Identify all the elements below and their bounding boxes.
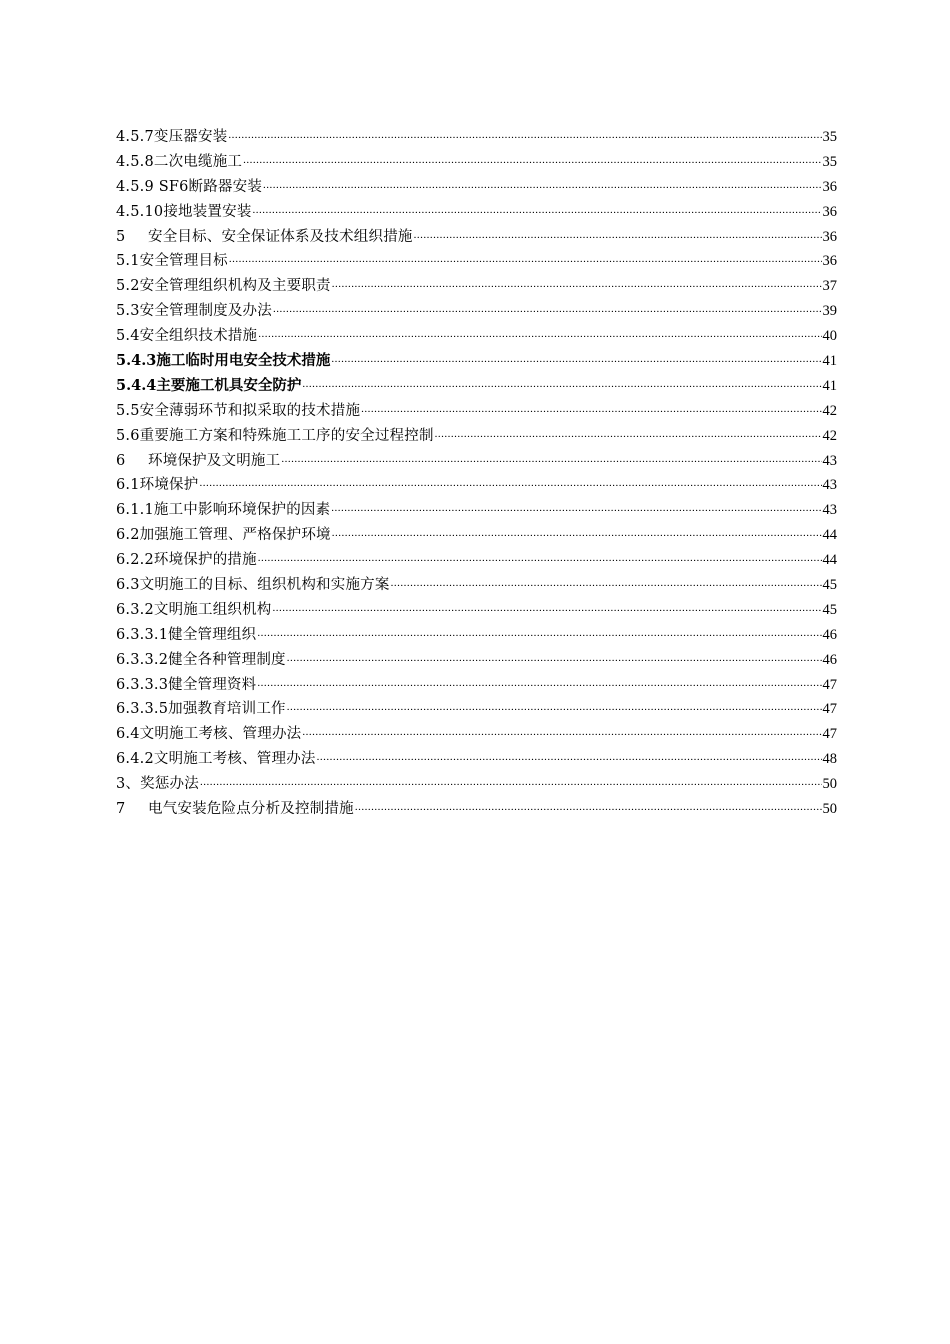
- toc-entry[interactable]: [116, 225, 837, 250]
- toc-entry[interactable]: [116, 424, 837, 449]
- toc-page-number: 40: [822, 328, 837, 345]
- toc-dot-leader: [257, 623, 821, 648]
- toc-entry[interactable]: [116, 249, 837, 274]
- toc-dot-leader: [302, 722, 821, 747]
- toc-entry-title-wrap: [116, 200, 252, 225]
- toc-entry[interactable]: [116, 175, 837, 200]
- toc-entry-title-wrap: [116, 772, 199, 797]
- toc-entry[interactable]: [116, 573, 837, 598]
- toc-entry-title: 6.3文明施工的目标、组织机构和实施方案: [116, 577, 390, 594]
- toc-entry[interactable]: [116, 200, 837, 225]
- toc-entry-title: 3、奖惩办法: [116, 776, 199, 793]
- toc-page-number: 37: [822, 278, 837, 295]
- toc-entry-title: 安全目标、安全保证体系及技术组织措施: [148, 228, 413, 245]
- toc-entry-title-wrap: [116, 374, 301, 399]
- toc-dot-leader: [257, 673, 821, 698]
- toc-entry[interactable]: [116, 722, 837, 747]
- toc-entry-title-wrap: [116, 548, 257, 573]
- toc-entry-title-wrap: [116, 747, 316, 772]
- toc-page-number: 36: [822, 228, 837, 245]
- toc-page-number: 47: [822, 726, 837, 743]
- toc-dot-leader: [317, 747, 822, 772]
- toc-entry-title-wrap: [116, 648, 286, 673]
- toc-page-number: 47: [822, 701, 837, 718]
- toc-entry-title: 5.1安全管理目标: [116, 253, 228, 270]
- toc-page-number: 44: [822, 527, 837, 544]
- toc-entry[interactable]: [116, 274, 837, 299]
- toc-entry-title-wrap: [116, 673, 256, 698]
- toc-dot-leader: [332, 523, 822, 548]
- toc-entry-title: 5.5安全薄弱环节和拟采取的技术措施: [116, 402, 361, 419]
- toc-page-number: 48: [822, 751, 837, 768]
- toc-entry[interactable]: [116, 324, 837, 349]
- toc-entry[interactable]: [116, 299, 837, 324]
- toc-entry-title-wrap: [116, 274, 331, 299]
- toc-page-number: 46: [822, 626, 837, 643]
- toc-entry-title: 5.3安全管理制度及办法: [116, 303, 272, 320]
- toc-dot-leader: [200, 772, 822, 797]
- toc-dot-leader: [199, 473, 821, 498]
- toc-entry[interactable]: [116, 150, 837, 175]
- toc-entry[interactable]: [116, 598, 837, 623]
- toc-entry[interactable]: [116, 797, 837, 822]
- toc-entry-title-wrap: [116, 697, 286, 722]
- toc-entry[interactable]: [116, 523, 837, 548]
- toc-dot-leader: [228, 125, 821, 150]
- toc-entry[interactable]: [116, 697, 837, 722]
- toc-page-number: 35: [822, 128, 837, 145]
- toc-entry-title-wrap: [116, 424, 434, 449]
- toc-entry[interactable]: [116, 374, 837, 399]
- toc-entry-title: 5.4安全组织技术措施: [116, 328, 258, 345]
- toc-entry-title: 5.4.4主要施工机具安全防护: [116, 376, 302, 394]
- toc-entry-title-wrap: [116, 797, 354, 822]
- toc-page-number: 36: [822, 178, 837, 195]
- toc-entry-title-wrap: [116, 125, 227, 150]
- toc-dot-leader: [331, 349, 821, 374]
- toc-page-number: 50: [822, 801, 837, 818]
- toc-dot-leader: [414, 225, 822, 250]
- toc-dot-leader: [287, 648, 822, 673]
- toc-page-number: 43: [822, 477, 837, 494]
- toc-entry[interactable]: [116, 548, 837, 573]
- toc-entry-title: 6.4文明施工考核、管理办法: [116, 726, 302, 743]
- toc-entry-title-wrap: [116, 175, 262, 200]
- toc-page-number: 45: [822, 577, 837, 594]
- toc-entry-title: 环境保护及文明施工: [148, 452, 281, 469]
- toc-dot-leader: [258, 324, 821, 349]
- toc-entry[interactable]: [116, 747, 837, 772]
- toc-entry-title: 6.3.3.5加强教育培训工作: [116, 701, 286, 718]
- table-of-contents: [116, 125, 837, 822]
- toc-entry-title: 4.5.10接地装置安装: [116, 203, 252, 220]
- toc-entry-title-wrap: [116, 324, 257, 349]
- toc-entry-title: 6.3.3.1健全管理组织: [116, 626, 257, 643]
- toc-entry-title: 5.2安全管理组织机构及主要职责: [116, 278, 331, 295]
- toc-entry-title-wrap: [116, 299, 272, 324]
- toc-entry[interactable]: [116, 349, 837, 374]
- toc-page-number: 44: [822, 552, 837, 569]
- toc-dot-leader: [273, 598, 822, 623]
- toc-entry[interactable]: [116, 473, 837, 498]
- toc-dot-leader: [331, 498, 821, 523]
- toc-dot-leader: [273, 299, 822, 324]
- toc-entry-title: 4.5.7变压器安装: [116, 128, 228, 145]
- toc-entry-title-wrap: [116, 498, 330, 523]
- toc-page-number: 42: [822, 402, 837, 419]
- toc-page-number: 43: [822, 502, 837, 519]
- toc-entry[interactable]: [116, 449, 837, 474]
- toc-page-number: 39: [822, 303, 837, 320]
- toc-entry[interactable]: [116, 125, 837, 150]
- toc-dot-leader: [435, 424, 822, 449]
- toc-entry[interactable]: [116, 673, 837, 698]
- toc-page-number: 46: [822, 651, 837, 668]
- toc-entry[interactable]: [116, 498, 837, 523]
- toc-dot-leader: [263, 175, 821, 200]
- toc-entry-title: 6.1环境保护: [116, 477, 199, 494]
- toc-chapter-number: 7: [116, 801, 126, 818]
- toc-entry-title: 5.6重要施工方案和特殊施工工序的安全过程控制: [116, 427, 434, 444]
- toc-page-number: 42: [822, 427, 837, 444]
- toc-page-number: 47: [822, 676, 837, 693]
- toc-page-number: 41: [822, 353, 837, 369]
- toc-entry-title: 6.3.3.2健全各种管理制度: [116, 651, 286, 668]
- toc-entry-title: 6.1.1施工中影响环境保护的因素: [116, 502, 331, 519]
- toc-dot-leader: [332, 274, 822, 299]
- toc-page-number: 50: [822, 776, 837, 793]
- toc-dot-leader: [258, 548, 822, 573]
- toc-dot-leader: [302, 374, 821, 399]
- toc-dot-leader: [229, 249, 822, 274]
- toc-dot-leader: [361, 399, 821, 424]
- toc-entry-title-wrap: [116, 598, 272, 623]
- toc-entry[interactable]: [116, 772, 837, 797]
- toc-page-number: 36: [822, 253, 837, 270]
- toc-page-number: 45: [822, 601, 837, 618]
- toc-entry-title: 4.5.8二次电缆施工: [116, 153, 243, 170]
- toc-entry[interactable]: [116, 399, 837, 424]
- toc-entry-title: 6.2.2环境保护的措施: [116, 552, 257, 569]
- toc-entry-title-wrap: [116, 473, 198, 498]
- toc-entry-title-wrap: [116, 399, 360, 424]
- toc-entry-title-wrap: [116, 249, 228, 274]
- toc-entry-title: 电气安装危险点分析及控制措施: [148, 801, 354, 818]
- toc-entry-title-wrap: [116, 573, 390, 598]
- toc-dot-leader: [287, 697, 822, 722]
- toc-entry-title: 4.5.9 SF6断路器安装: [116, 178, 263, 195]
- toc-entry-title-wrap: [116, 225, 413, 250]
- toc-page-number: 43: [822, 452, 837, 469]
- toc-dot-leader: [281, 449, 821, 474]
- toc-dot-leader: [253, 200, 822, 225]
- toc-entry-title: 6.3.3.3健全管理资料: [116, 676, 257, 693]
- toc-entry-title-wrap: [116, 523, 331, 548]
- toc-entry-title: 6.3.2文明施工组织机构: [116, 601, 272, 618]
- toc-chapter-number: 5: [116, 228, 126, 245]
- toc-entry-title-wrap: [116, 449, 280, 474]
- toc-page-number: 36: [822, 203, 837, 220]
- toc-entry-title-wrap: [116, 722, 301, 747]
- toc-entry-title-wrap: [116, 349, 330, 374]
- toc-chapter-number: 6: [116, 452, 126, 469]
- toc-dot-leader: [391, 573, 822, 598]
- toc-entry-title-wrap: [116, 623, 256, 648]
- toc-entry-title: 6.2加强施工管理、严格保护环境: [116, 527, 331, 544]
- toc-entry[interactable]: [116, 648, 837, 673]
- toc-dot-leader: [243, 150, 821, 175]
- toc-dot-leader: [355, 797, 822, 822]
- toc-page-number: 41: [822, 377, 837, 394]
- toc-entry[interactable]: [116, 623, 837, 648]
- toc-page-number: 35: [822, 153, 837, 170]
- toc-entry-title-wrap: [116, 150, 242, 175]
- toc-entry-title: 5.4.3施工临时用电安全技术措施: [116, 352, 331, 369]
- toc-entry-title: 6.4.2文明施工考核、管理办法: [116, 751, 316, 768]
